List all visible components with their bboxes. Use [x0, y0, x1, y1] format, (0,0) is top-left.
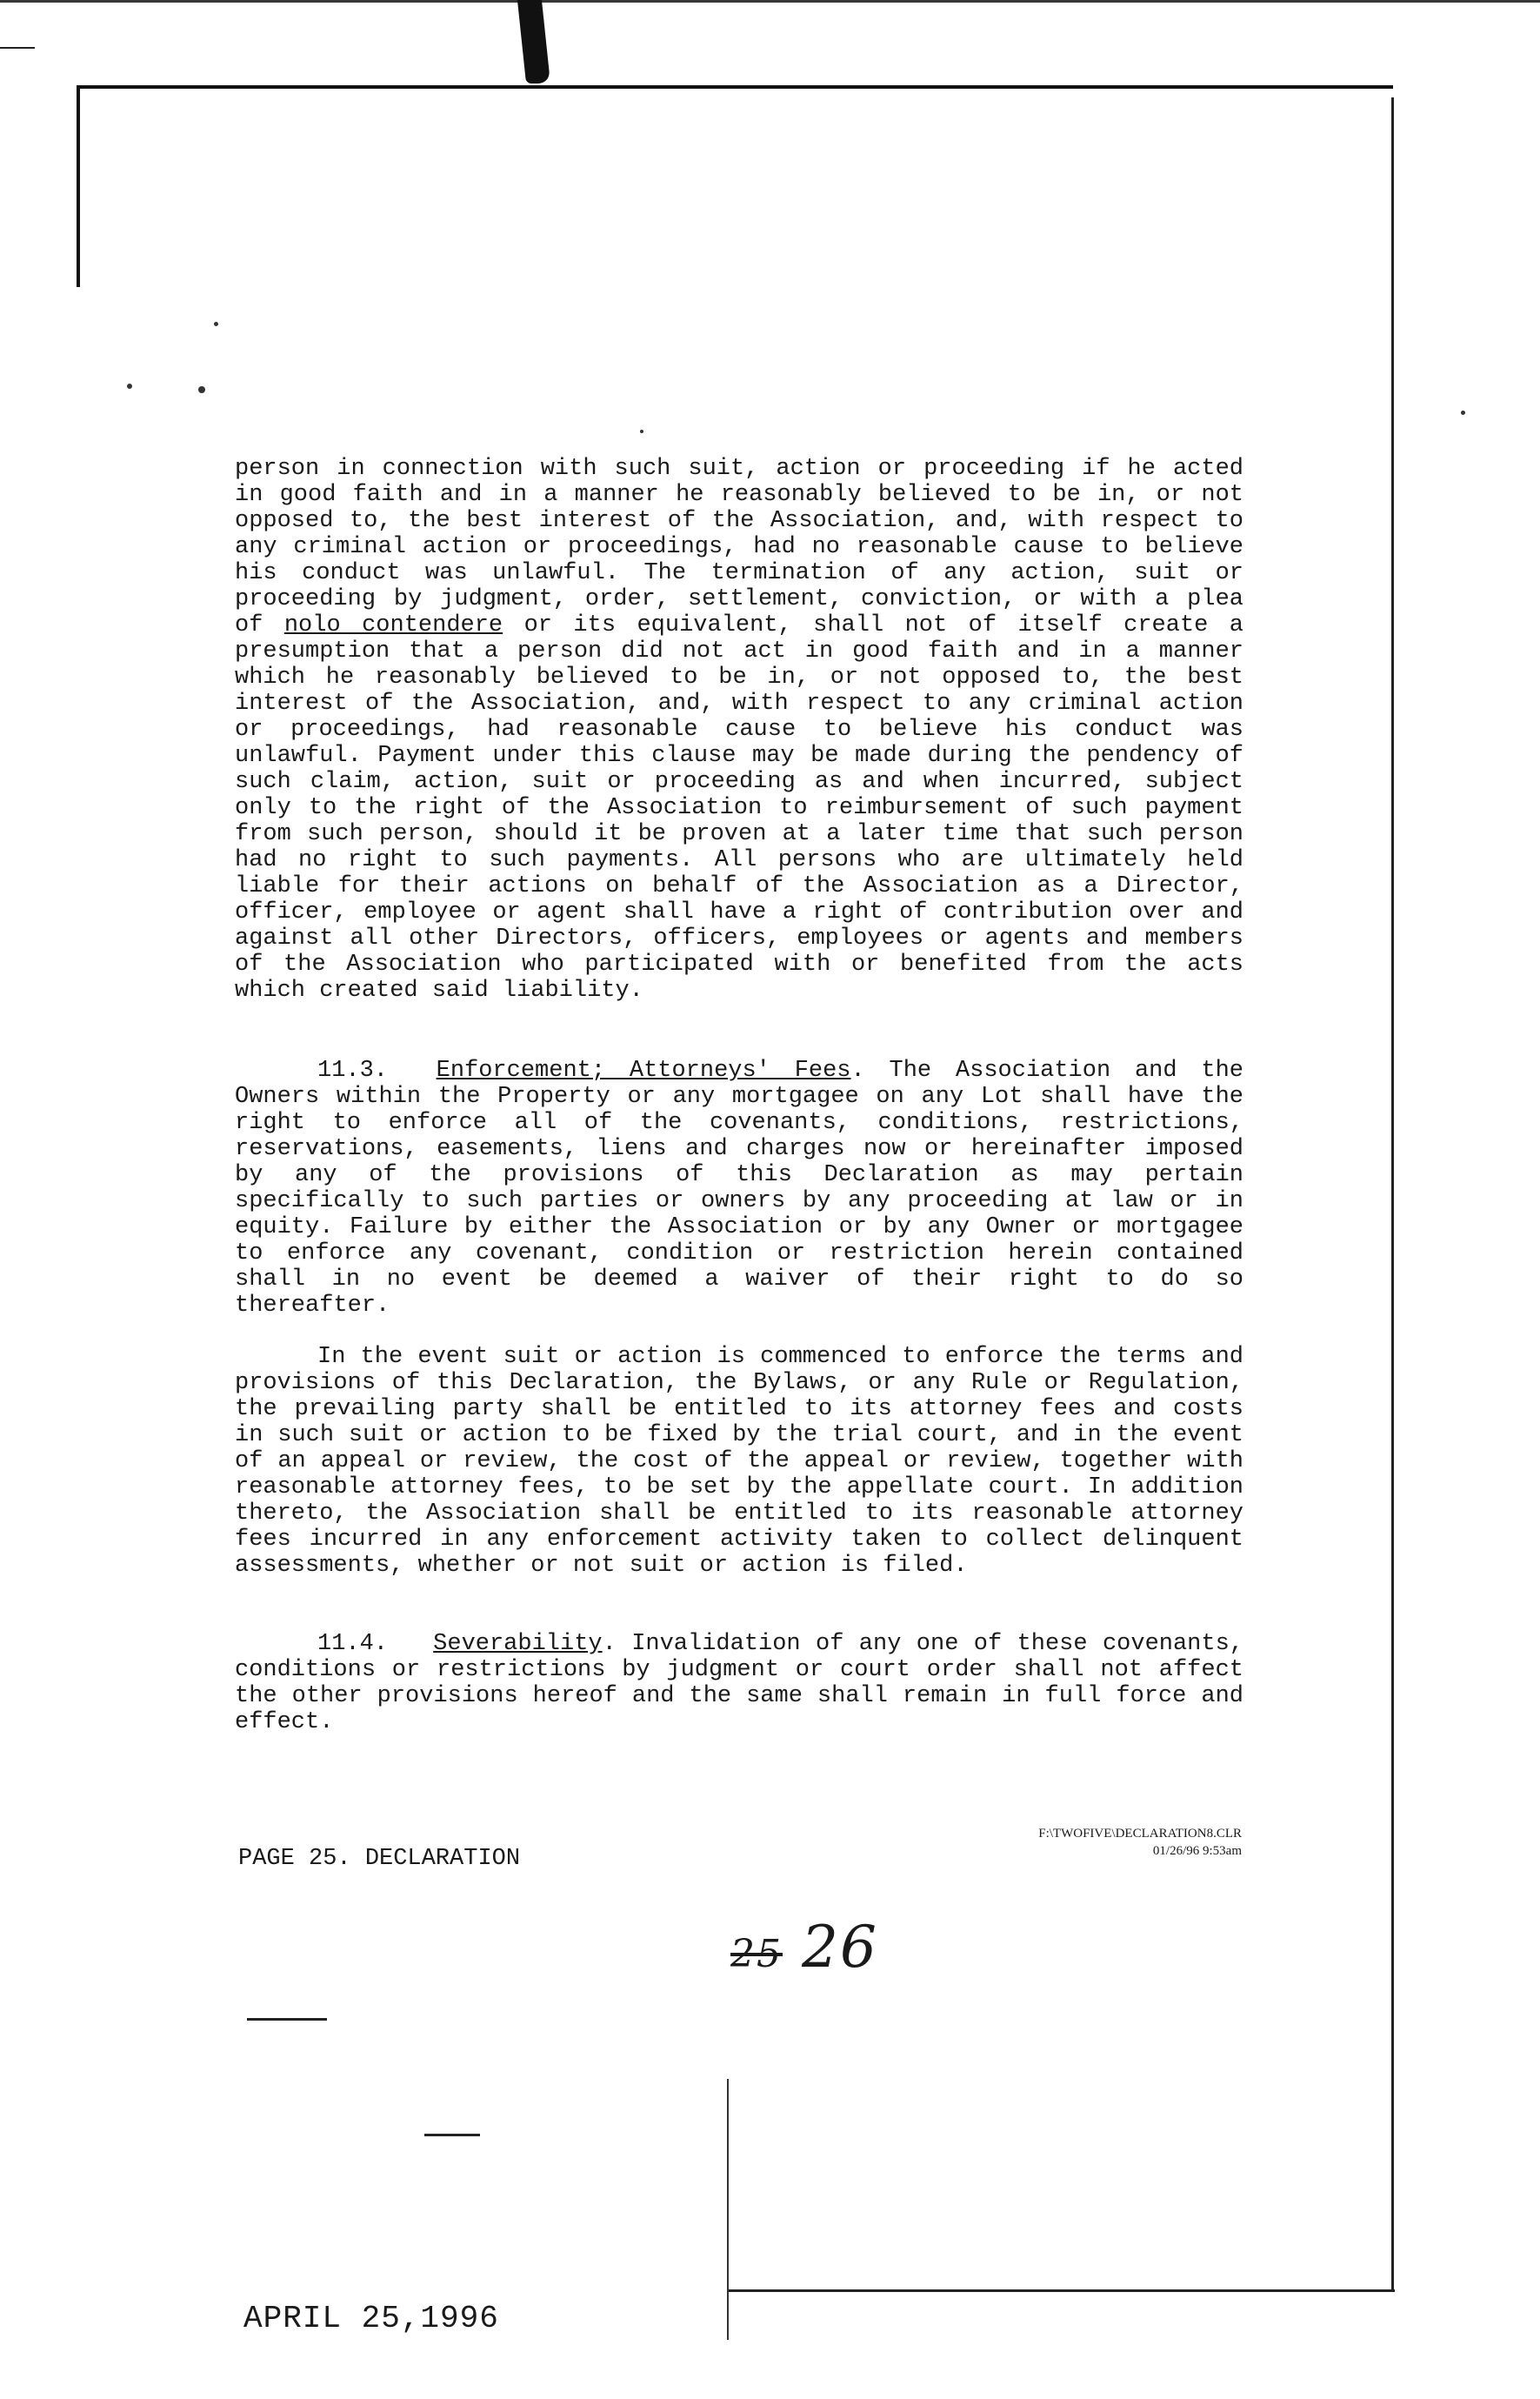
section-11-4-paragraph — [235, 1631, 1243, 1735]
nolo-contendere-term: nolo contendere — [283, 612, 503, 638]
scan-speck — [640, 430, 643, 433]
footer-file-path: F:\TWOFIVE\DECLARATION8.CLR — [1038, 1827, 1242, 1841]
scan-frame-bottom-line — [729, 2289, 1395, 2292]
section-11-3-continuation — [235, 1344, 1243, 1579]
scan-frame-left-line — [77, 85, 80, 287]
section-11-4-number: 11.4. — [317, 1631, 389, 1657]
scan-top-edge — [0, 0, 1540, 9]
page-footer-label: PAGE 25. DECLARATION — [238, 1846, 521, 1872]
section-11-3 — [235, 1058, 1243, 1319]
footer-file-timestamp: 01/26/96 9:53am — [1152, 1844, 1242, 1858]
scan-speck — [127, 384, 132, 389]
scan-dash-mark — [247, 2018, 327, 2021]
scan-speck — [214, 322, 218, 326]
scan-dash-mark — [0, 47, 35, 49]
new-page-number: 26 — [802, 1914, 878, 1981]
scan-dash-mark — [424, 2134, 480, 2136]
section-11-3-heading: Enforcement; Attorneys' Fees — [436, 1058, 851, 1084]
indemnity-paragraph-text — [235, 456, 1243, 1004]
section-11-3-continuation-text: In the event suit or action is commenced to enforce the terms and provisions of this Declaration, the Bylaws, or any Rule or Regulation, the prevailing party shall be entitled to its attorney fees and costs in such suit or action to be fixed by the trial court, and in the event of an appeal or review, the cost of the appeal or review, together with reasonable attorney fees, to be set by the appellate court. In addition thereto, the Association shall be entitled to its reasonable attorney fees incurred in any enforcement activity taken to collect delinquent assessments, whether or not suit or action is filed. — [235, 1344, 1243, 1579]
section-11-3-body: . The Association and the Owners within the Property or any mortgagee on any Lot shall have the right to enforce all of the covenants, conditions, restrictions, reservations, easements, liens and charges now or hereinafter imposed by any of the provisions of this Declaration as may pertain specifically to such parties or owners by any proceeding at law or in equity. Failure by either the Association or by any Owner or mortgagee to enforce any covenant, condition or restriction herein contained shall in no event be deemed a waiver of their right to do so thereafter. — [235, 1058, 1243, 1319]
date-stamp: APRIL 25,1996 — [243, 2301, 499, 2336]
footer-file-info — [965, 1825, 1242, 1860]
scan-frame-right-line — [1391, 97, 1394, 2289]
struck-page-number: 25 — [730, 1932, 783, 1976]
binder-clip-shadow — [517, 0, 550, 84]
scan-frame-lower-left-line — [727, 2079, 729, 2340]
section-11-3-number: 11.3. — [317, 1058, 389, 1084]
indemnity-text-part1: person in connection with such suit, action or proceeding if he acted in good faith and in a manner he reasonably believed to be in, or not opposed to, the best interest of the Association, and, with respect to any criminal action or proceedings, had no reasonable cause to believe his conduct was unlawful. The termination of any action, suit or proceeding by judgment, order, settlement, conviction, or with a plea of — [235, 456, 1243, 638]
scan-speck — [1461, 411, 1465, 415]
section-11-4 — [235, 1631, 1243, 1735]
indemnity-paragraph — [235, 456, 1243, 1004]
handwritten-page-number — [730, 1914, 878, 1981]
indemnity-text-part2: or its equivalent, shall not of itself create a presumption that a person did not act in good faith and in a manner which he reasonably believed to be in, or not opposed to, the best interest of the Association, and, with respect to any criminal action or proceedings, had reasonable cause to believe his conduct was unlawful. Payment under this clause may be made during the pendency of such claim, action, suit or proceeding as and when incurred, subject only to the right of the Association to reimbursement of such payment from such person, should it be proven at a later time that such person had no right to such payments. All persons who are ultimately held liable for their actions on behalf of the Association as a Director, officer, employee or agent shall have a right of contribution over and against all other Directors, officers, employees or agents and members of the Association who participated with or benefited from the acts which created said liability. — [235, 612, 1244, 1004]
section-11-4-body: . Invalidation of any one of these covenants, conditions or restrictions by judgment or court order shall not affect the other provisions hereof and the same shall remain in full force and effect. — [235, 1631, 1243, 1735]
scan-frame-top-line — [80, 85, 1393, 101]
scan-speck — [198, 386, 205, 393]
section-11-3-paragraph — [235, 1058, 1243, 1319]
section-11-4-heading: Severability — [433, 1631, 603, 1657]
